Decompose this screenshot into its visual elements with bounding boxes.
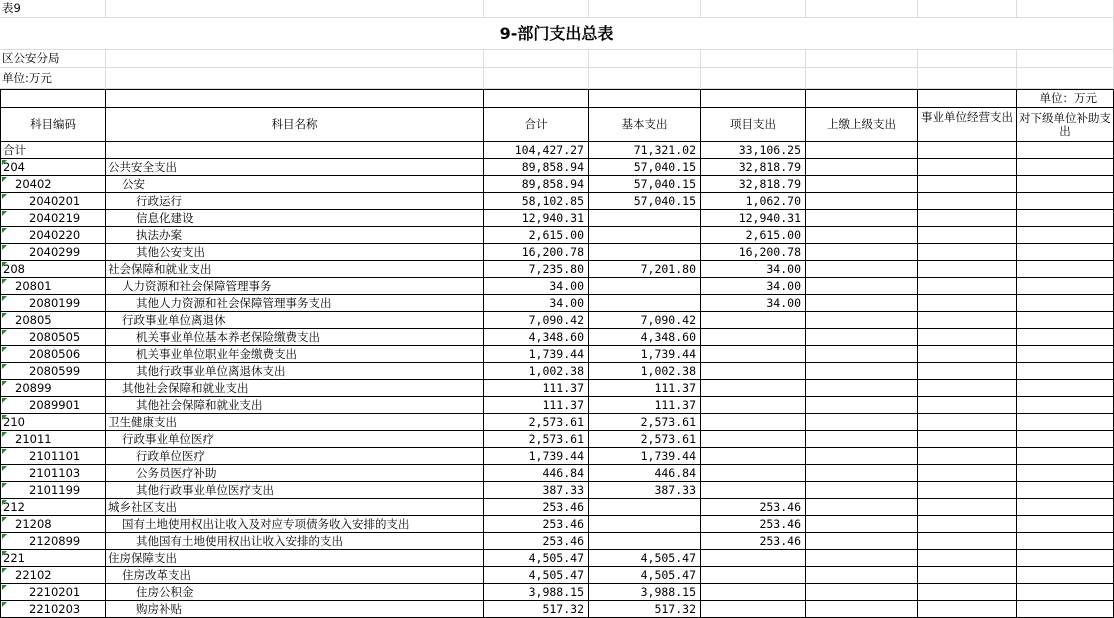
name-cell: 机关事业单位职业年金缴费支出 bbox=[106, 346, 484, 363]
total-cell: 517.32 bbox=[484, 601, 589, 618]
upper-cell bbox=[806, 601, 918, 618]
project-cell bbox=[701, 482, 806, 499]
name-cell: 机关事业单位基本养老保险缴费支出 bbox=[106, 329, 484, 346]
business-cell bbox=[918, 448, 1017, 465]
project-cell: 34.00 bbox=[701, 278, 806, 295]
code-cell: 2101101 bbox=[0, 448, 106, 465]
subsidy-cell bbox=[1017, 142, 1114, 159]
text-number-indicator-icon bbox=[2, 432, 7, 437]
code-cell: 20899 bbox=[0, 380, 106, 397]
business-cell bbox=[918, 176, 1017, 193]
text-number-indicator-icon bbox=[2, 585, 7, 590]
subsidy-cell bbox=[1017, 482, 1114, 499]
project-cell bbox=[701, 414, 806, 431]
basic-cell: 111.37 bbox=[589, 380, 701, 397]
business-cell bbox=[918, 567, 1017, 584]
total-cell: 253.46 bbox=[484, 516, 589, 533]
code-cell: 2101199 bbox=[0, 482, 106, 499]
total-cell: 253.46 bbox=[484, 533, 589, 550]
name-cell: 公共安全支出 bbox=[106, 159, 484, 176]
code-cell: 合计 bbox=[0, 142, 106, 159]
empty-cell bbox=[484, 0, 589, 18]
upper-cell bbox=[806, 312, 918, 329]
text-number-indicator-icon bbox=[2, 194, 7, 199]
header-basic: 基本支出 bbox=[589, 108, 701, 142]
project-cell: 1,062.70 bbox=[701, 193, 806, 210]
empty-cell bbox=[701, 0, 806, 18]
code-cell: 2210203 bbox=[0, 601, 106, 618]
total-cell: 16,200.78 bbox=[484, 244, 589, 261]
total-cell: 446.84 bbox=[484, 465, 589, 482]
business-cell bbox=[918, 278, 1017, 295]
text-number-indicator-icon bbox=[2, 364, 7, 369]
header-spacer bbox=[701, 90, 806, 108]
name-cell: 其他行政事业单位离退休支出 bbox=[106, 363, 484, 380]
empty-cell bbox=[484, 68, 589, 89]
name-cell: 城乡社区支出 bbox=[106, 499, 484, 516]
empty-cell bbox=[701, 68, 806, 89]
text-number-indicator-icon bbox=[2, 160, 7, 165]
empty-cell bbox=[1017, 0, 1114, 18]
project-cell bbox=[701, 584, 806, 601]
header-upper: 上缴上级支出 bbox=[806, 108, 918, 142]
text-number-indicator-icon bbox=[2, 228, 7, 233]
name-cell: 公安 bbox=[106, 176, 484, 193]
project-cell: 32,818.79 bbox=[701, 159, 806, 176]
business-cell bbox=[918, 210, 1017, 227]
subsidy-cell bbox=[1017, 329, 1114, 346]
name-cell: 国有土地使用权出让收入及对应专项债务收入安排的支出 bbox=[106, 516, 484, 533]
unit-label: 单位:万元 bbox=[0, 68, 106, 89]
header-spacer bbox=[589, 90, 701, 108]
upper-cell bbox=[806, 193, 918, 210]
upper-cell bbox=[806, 295, 918, 312]
upper-cell bbox=[806, 227, 918, 244]
header-code: 科目编码 bbox=[0, 108, 106, 142]
name-cell: 购房补贴 bbox=[106, 601, 484, 618]
code-cell: 2080505 bbox=[0, 329, 106, 346]
upper-cell bbox=[806, 448, 918, 465]
project-cell: 253.46 bbox=[701, 499, 806, 516]
upper-cell bbox=[806, 584, 918, 601]
project-cell bbox=[701, 312, 806, 329]
basic-cell bbox=[589, 278, 701, 295]
total-cell: 3,988.15 bbox=[484, 584, 589, 601]
header-spacer bbox=[0, 90, 106, 108]
empty-cell bbox=[589, 50, 701, 68]
empty-cell bbox=[589, 68, 701, 89]
total-cell: 1,002.38 bbox=[484, 363, 589, 380]
upper-cell bbox=[806, 159, 918, 176]
total-cell: 89,858.94 bbox=[484, 159, 589, 176]
name-cell: 住房公积金 bbox=[106, 584, 484, 601]
header-spacer bbox=[806, 90, 918, 108]
upper-cell bbox=[806, 380, 918, 397]
name-cell: 行政事业单位医疗 bbox=[106, 431, 484, 448]
total-cell: 387.33 bbox=[484, 482, 589, 499]
business-cell bbox=[918, 533, 1017, 550]
business-cell bbox=[918, 584, 1017, 601]
business-cell bbox=[918, 363, 1017, 380]
upper-cell bbox=[806, 142, 918, 159]
name-cell: 人力资源和社会保障管理事务 bbox=[106, 278, 484, 295]
name-cell: 住房保障支出 bbox=[106, 550, 484, 567]
subsidy-cell bbox=[1017, 533, 1114, 550]
project-cell bbox=[701, 346, 806, 363]
business-cell bbox=[918, 244, 1017, 261]
empty-cell bbox=[701, 50, 806, 68]
text-number-indicator-icon bbox=[2, 245, 7, 250]
text-number-indicator-icon bbox=[2, 602, 7, 607]
subsidy-cell bbox=[1017, 516, 1114, 533]
total-cell: 2,573.61 bbox=[484, 431, 589, 448]
name-cell: 其他社会保障和就业支出 bbox=[106, 380, 484, 397]
subsidy-cell bbox=[1017, 550, 1114, 567]
code-cell: 2040219 bbox=[0, 210, 106, 227]
project-cell bbox=[701, 550, 806, 567]
upper-cell bbox=[806, 550, 918, 567]
total-cell: 7,235.80 bbox=[484, 261, 589, 278]
total-cell: 1,739.44 bbox=[484, 448, 589, 465]
text-number-indicator-icon bbox=[2, 517, 7, 522]
text-number-indicator-icon bbox=[2, 262, 7, 267]
upper-cell bbox=[806, 329, 918, 346]
subsidy-cell bbox=[1017, 312, 1114, 329]
basic-cell: 1,739.44 bbox=[589, 448, 701, 465]
subsidy-cell bbox=[1017, 159, 1114, 176]
subsidy-cell bbox=[1017, 346, 1114, 363]
business-cell bbox=[918, 312, 1017, 329]
text-number-indicator-icon bbox=[2, 313, 7, 318]
empty-cell bbox=[106, 50, 484, 68]
subsidy-cell bbox=[1017, 176, 1114, 193]
project-cell: 253.46 bbox=[701, 516, 806, 533]
upper-cell bbox=[806, 363, 918, 380]
code-cell: 2210201 bbox=[0, 584, 106, 601]
code-cell: 2101103 bbox=[0, 465, 106, 482]
total-cell: 111.37 bbox=[484, 380, 589, 397]
header-spacer bbox=[484, 90, 589, 108]
text-number-indicator-icon bbox=[2, 330, 7, 335]
business-cell bbox=[918, 414, 1017, 431]
project-cell bbox=[701, 465, 806, 482]
basic-cell: 1,002.38 bbox=[589, 363, 701, 380]
empty-cell bbox=[484, 50, 589, 68]
subsidy-cell bbox=[1017, 193, 1114, 210]
code-cell: 212 bbox=[0, 499, 106, 516]
header-subsidy: 对下级单位补助支出 bbox=[1017, 108, 1114, 142]
basic-cell bbox=[589, 499, 701, 516]
upper-cell bbox=[806, 244, 918, 261]
business-cell bbox=[918, 482, 1017, 499]
basic-cell: 4,505.47 bbox=[589, 550, 701, 567]
business-cell bbox=[918, 159, 1017, 176]
business-cell bbox=[918, 516, 1017, 533]
name-cell: 公务员医疗补助 bbox=[106, 465, 484, 482]
subsidy-cell bbox=[1017, 380, 1114, 397]
text-number-indicator-icon bbox=[2, 398, 7, 403]
upper-cell bbox=[806, 499, 918, 516]
code-cell: 2080199 bbox=[0, 295, 106, 312]
basic-cell: 1,739.44 bbox=[589, 346, 701, 363]
business-cell bbox=[918, 397, 1017, 414]
business-cell bbox=[918, 380, 1017, 397]
business-cell bbox=[918, 193, 1017, 210]
text-number-indicator-icon bbox=[2, 381, 7, 386]
code-cell: 20402 bbox=[0, 176, 106, 193]
basic-cell: 4,505.47 bbox=[589, 567, 701, 584]
basic-cell: 57,040.15 bbox=[589, 193, 701, 210]
business-cell bbox=[918, 261, 1017, 278]
total-cell: 89,858.94 bbox=[484, 176, 589, 193]
code-cell: 2120899 bbox=[0, 533, 106, 550]
subsidy-cell bbox=[1017, 397, 1114, 414]
business-cell bbox=[918, 346, 1017, 363]
project-cell: 32,818.79 bbox=[701, 176, 806, 193]
basic-cell bbox=[589, 295, 701, 312]
empty-cell bbox=[1017, 50, 1114, 68]
name-cell: 其他人力资源和社会保障管理事务支出 bbox=[106, 295, 484, 312]
upper-cell bbox=[806, 567, 918, 584]
basic-cell: 3,988.15 bbox=[589, 584, 701, 601]
subsidy-cell bbox=[1017, 601, 1114, 618]
project-cell bbox=[701, 363, 806, 380]
name-cell: 行政运行 bbox=[106, 193, 484, 210]
code-cell: 2040201 bbox=[0, 193, 106, 210]
code-cell: 2040220 bbox=[0, 227, 106, 244]
code-cell: 21208 bbox=[0, 516, 106, 533]
code-cell: 22102 bbox=[0, 567, 106, 584]
code-cell: 20805 bbox=[0, 312, 106, 329]
unit-label-right: 单位：万元 bbox=[1017, 90, 1114, 108]
business-cell bbox=[918, 329, 1017, 346]
text-number-indicator-icon bbox=[2, 568, 7, 573]
upper-cell bbox=[806, 414, 918, 431]
project-cell: 253.46 bbox=[701, 533, 806, 550]
header-project: 项目支出 bbox=[701, 108, 806, 142]
business-cell bbox=[918, 431, 1017, 448]
business-cell bbox=[918, 601, 1017, 618]
text-number-indicator-icon bbox=[2, 211, 7, 216]
basic-cell: 4,348.60 bbox=[589, 329, 701, 346]
text-number-indicator-icon bbox=[2, 449, 7, 454]
upper-cell bbox=[806, 346, 918, 363]
code-cell: 2080506 bbox=[0, 346, 106, 363]
text-number-indicator-icon bbox=[2, 466, 7, 471]
subsidy-cell bbox=[1017, 363, 1114, 380]
total-cell: 2,573.61 bbox=[484, 414, 589, 431]
basic-cell bbox=[589, 210, 701, 227]
upper-cell bbox=[806, 261, 918, 278]
code-cell: 2040299 bbox=[0, 244, 106, 261]
project-cell: 12,940.31 bbox=[701, 210, 806, 227]
total-cell: 34.00 bbox=[484, 278, 589, 295]
business-cell bbox=[918, 499, 1017, 516]
project-cell bbox=[701, 601, 806, 618]
subsidy-cell bbox=[1017, 431, 1114, 448]
code-cell: 208 bbox=[0, 261, 106, 278]
basic-cell bbox=[589, 244, 701, 261]
text-number-indicator-icon bbox=[2, 483, 7, 488]
upper-cell bbox=[806, 431, 918, 448]
total-cell: 12,940.31 bbox=[484, 210, 589, 227]
upper-cell bbox=[806, 176, 918, 193]
upper-cell bbox=[806, 465, 918, 482]
text-number-indicator-icon bbox=[2, 415, 7, 420]
total-cell: 253.46 bbox=[484, 499, 589, 516]
basic-cell bbox=[589, 516, 701, 533]
business-cell bbox=[918, 295, 1017, 312]
basic-cell: 7,090.42 bbox=[589, 312, 701, 329]
text-number-indicator-icon bbox=[2, 296, 7, 301]
subsidy-cell bbox=[1017, 584, 1114, 601]
basic-cell: 517.32 bbox=[589, 601, 701, 618]
basic-cell: 111.37 bbox=[589, 397, 701, 414]
code-cell: 210 bbox=[0, 414, 106, 431]
total-cell: 58,102.85 bbox=[484, 193, 589, 210]
subsidy-cell bbox=[1017, 278, 1114, 295]
empty-cell bbox=[918, 50, 1017, 68]
business-cell bbox=[918, 142, 1017, 159]
total-cell: 34.00 bbox=[484, 295, 589, 312]
text-number-indicator-icon bbox=[2, 279, 7, 284]
name-cell: 行政单位医疗 bbox=[106, 448, 484, 465]
total-cell: 104,427.27 bbox=[484, 142, 589, 159]
name-cell bbox=[106, 142, 484, 159]
name-cell: 信息化建设 bbox=[106, 210, 484, 227]
project-cell bbox=[701, 567, 806, 584]
subsidy-cell bbox=[1017, 244, 1114, 261]
name-cell: 其他公安支出 bbox=[106, 244, 484, 261]
project-cell bbox=[701, 329, 806, 346]
empty-cell bbox=[806, 68, 918, 89]
name-cell: 行政事业单位离退休 bbox=[106, 312, 484, 329]
subsidy-cell bbox=[1017, 227, 1114, 244]
empty-cell bbox=[106, 68, 484, 89]
text-number-indicator-icon bbox=[2, 347, 7, 352]
basic-cell bbox=[589, 227, 701, 244]
total-cell: 4,505.47 bbox=[484, 567, 589, 584]
header-total: 合计 bbox=[484, 108, 589, 142]
basic-cell bbox=[589, 533, 701, 550]
total-cell: 4,505.47 bbox=[484, 550, 589, 567]
empty-cell bbox=[1017, 68, 1114, 89]
business-cell bbox=[918, 465, 1017, 482]
text-number-indicator-icon bbox=[2, 551, 7, 556]
project-cell: 34.00 bbox=[701, 295, 806, 312]
project-cell bbox=[701, 397, 806, 414]
empty-cell bbox=[806, 0, 918, 18]
empty-cell bbox=[918, 68, 1017, 89]
code-cell: 20801 bbox=[0, 278, 106, 295]
upper-cell bbox=[806, 397, 918, 414]
empty-cell bbox=[806, 50, 918, 68]
subsidy-cell bbox=[1017, 414, 1114, 431]
subsidy-cell bbox=[1017, 261, 1114, 278]
upper-cell bbox=[806, 482, 918, 499]
sheet-label: 表9 bbox=[0, 0, 106, 18]
subsidy-cell bbox=[1017, 295, 1114, 312]
name-cell: 社会保障和就业支出 bbox=[106, 261, 484, 278]
project-cell: 34.00 bbox=[701, 261, 806, 278]
basic-cell: 2,573.61 bbox=[589, 431, 701, 448]
project-cell bbox=[701, 380, 806, 397]
code-cell: 221 bbox=[0, 550, 106, 567]
name-cell: 执法办案 bbox=[106, 227, 484, 244]
basic-cell: 71,321.02 bbox=[589, 142, 701, 159]
subsidy-cell bbox=[1017, 499, 1114, 516]
text-number-indicator-icon bbox=[2, 177, 7, 182]
upper-cell bbox=[806, 278, 918, 295]
basic-cell: 446.84 bbox=[589, 465, 701, 482]
code-cell: 204 bbox=[0, 159, 106, 176]
name-cell: 卫生健康支出 bbox=[106, 414, 484, 431]
text-number-indicator-icon bbox=[2, 500, 7, 505]
basic-cell: 57,040.15 bbox=[589, 176, 701, 193]
subsidy-cell bbox=[1017, 465, 1114, 482]
project-cell: 33,106.25 bbox=[701, 142, 806, 159]
total-cell: 1,739.44 bbox=[484, 346, 589, 363]
upper-cell bbox=[806, 516, 918, 533]
project-cell: 16,200.78 bbox=[701, 244, 806, 261]
business-cell bbox=[918, 550, 1017, 567]
name-cell: 住房改革支出 bbox=[106, 567, 484, 584]
page-title: 9-部门支出总表 bbox=[0, 18, 1114, 50]
basic-cell: 2,573.61 bbox=[589, 414, 701, 431]
project-cell bbox=[701, 431, 806, 448]
empty-cell bbox=[918, 0, 1017, 18]
project-cell bbox=[701, 448, 806, 465]
basic-cell: 7,201.80 bbox=[589, 261, 701, 278]
organization-label: 区公安分局 bbox=[0, 50, 106, 68]
text-number-indicator-icon bbox=[2, 534, 7, 539]
code-cell: 21011 bbox=[0, 431, 106, 448]
empty-cell bbox=[589, 0, 701, 18]
header-name: 科目名称 bbox=[106, 108, 484, 142]
name-cell: 其他行政事业单位医疗支出 bbox=[106, 482, 484, 499]
total-cell: 4,348.60 bbox=[484, 329, 589, 346]
total-cell: 2,615.00 bbox=[484, 227, 589, 244]
total-cell: 7,090.42 bbox=[484, 312, 589, 329]
subsidy-cell bbox=[1017, 448, 1114, 465]
total-cell: 111.37 bbox=[484, 397, 589, 414]
header-business: 事业单位经营支出 bbox=[918, 94, 1017, 142]
basic-cell: 387.33 bbox=[589, 482, 701, 499]
upper-cell bbox=[806, 533, 918, 550]
empty-cell bbox=[106, 0, 484, 18]
header-spacer bbox=[106, 90, 484, 108]
basic-cell: 57,040.15 bbox=[589, 159, 701, 176]
upper-cell bbox=[806, 210, 918, 227]
project-cell: 2,615.00 bbox=[701, 227, 806, 244]
code-cell: 2089901 bbox=[0, 397, 106, 414]
name-cell: 其他社会保障和就业支出 bbox=[106, 397, 484, 414]
subsidy-cell bbox=[1017, 567, 1114, 584]
business-cell bbox=[918, 227, 1017, 244]
subsidy-cell bbox=[1017, 210, 1114, 227]
code-cell: 2080599 bbox=[0, 363, 106, 380]
name-cell: 其他国有土地使用权出让收入安排的支出 bbox=[106, 533, 484, 550]
